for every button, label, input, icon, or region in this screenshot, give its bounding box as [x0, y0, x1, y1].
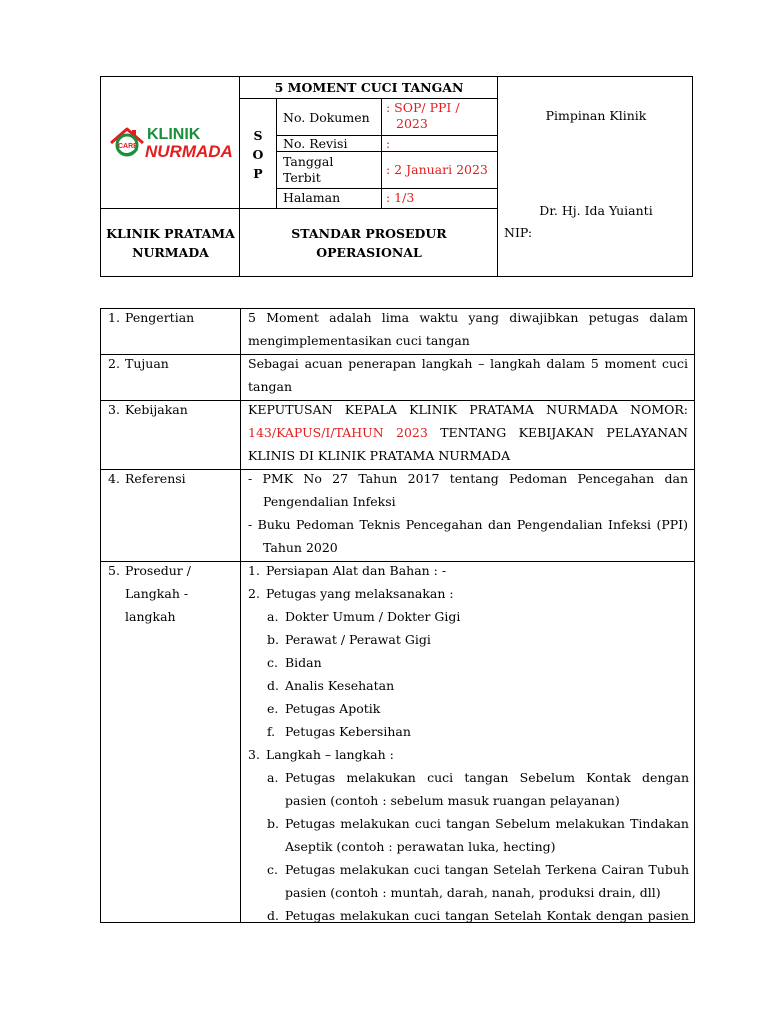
standard-title: STANDAR PROSEDUR OPERASIONAL — [291, 226, 447, 260]
staff-item: a. Dokter Umum / Dokter Gigi — [267, 609, 461, 624]
clinic-name: KLINIK PRATAMA NURMADA — [106, 226, 235, 260]
procedure-step: 1. Persiapan Alat dan Bahan : - — [248, 563, 447, 578]
svg-text:CARE: CARE — [118, 143, 138, 150]
meta-label-page: Halaman — [283, 190, 341, 205]
section-text-kebijakan: KEPUTUSAN KEPALA KLINIK PRATAMA NURMADA NOMOR: 143/KAPUS/I/TAHUN 2023 TENTANG KEBIJAKAN PELAYANAN KLINIS DI KLINIK PRATAMA NURMADA — [248, 402, 688, 463]
section-text-pengertian: 5 Moment adalah lima waktu yang diwajibkan petugas dalam mengimplementasikan cuci tangan — [248, 310, 688, 348]
moment-step: c. Petugas melakukan cuci tangan Setelah Terkena Cairan Tubuh pasien (contoh : muntah, darah, nanah, produksi drain, dll) — [267, 862, 689, 900]
document-header — [100, 76, 693, 277]
section-label-tujuan: 2. Tujuan — [108, 356, 169, 371]
leader-role: Pimpinan Klinik — [545, 108, 647, 123]
section-label-prosedur: 5. Prosedur / Langkah - langkah — [108, 563, 191, 624]
section-text-referensi: - PMK No 27 Tahun 2017 tentang Pedoman Pencegahan dan Pengendalian Infeksi - Buku Pedoman Teknis Pencegahan dan Pengendalian Infeksi (PPI) Tahun 2020 — [248, 467, 688, 559]
svg-text:KLINIK: KLINIK — [147, 126, 201, 143]
leader-nip: NIP: — [504, 225, 533, 240]
policy-number: 143/KAPUS/I/TAHUN 2023 — [248, 425, 428, 440]
leader-name: Dr. Hj. Ida Yuianti — [539, 203, 653, 218]
meta-label-issue-date: Tanggal Terbit — [283, 154, 334, 185]
moment-step: a. Petugas melakukan cuci tangan Sebelum Kontak dengan pasien (contoh : sebelum masuk ruangan pelayanan) — [267, 770, 689, 808]
meta-value-revision: : — [386, 136, 391, 151]
section-label-referensi: 4. Referensi — [108, 471, 186, 486]
meta-label-revision: No. Revisi — [283, 136, 348, 151]
procedure-step: 3. Langkah – langkah : — [248, 747, 394, 762]
meta-value-issue-date: : 2 Januari 2023 — [386, 162, 488, 177]
moment-step: d. Petugas melakukan cuci tangan Setelah Kontak dengan pasien — [267, 908, 689, 923]
staff-item: d. Analis Kesehatan — [267, 678, 395, 693]
sop-content-table — [100, 308, 695, 923]
section-label-kebijakan: 3. Kebijakan — [108, 402, 188, 417]
clinic-logo-icon — [107, 121, 235, 161]
staff-item: c. Bidan — [267, 655, 322, 670]
staff-item: e. Petugas Apotik — [267, 701, 381, 716]
svg-text:NURMADA: NURMADA — [145, 142, 233, 161]
meta-label-document-number: No. Dokumen — [283, 110, 370, 125]
section-text-tujuan: Sebagai acuan penerapan langkah – langkah dalam 5 moment cuci tangan — [248, 356, 688, 394]
document-title: 5 MOMENT CUCI TANGAN — [274, 80, 464, 95]
staff-item: b. Perawat / Perawat Gigi — [267, 632, 431, 647]
procedure-step: 2. Petugas yang melaksanakan : — [248, 586, 454, 601]
clinic-logo — [107, 121, 235, 161]
moment-step: b. Petugas melakukan cuci tangan Sebelum melakukan Tindakan Aseptik (contoh : perawatan luka, hecting) — [267, 816, 689, 854]
meta-value-page: : 1/3 — [386, 190, 415, 205]
meta-value-document-number: : SOP/ PPI / 2023 — [386, 100, 460, 131]
section-label-pengertian: 1. Pengertian — [108, 310, 195, 325]
reference-item: - PMK No 27 Tahun 2017 tentang Pedoman Pencegahan dan — [248, 471, 688, 486]
reference-item: - Buku Pedoman Teknis Pencegahan dan Pengendalian Infeksi (PPI) — [248, 517, 688, 532]
sop-vertical-label: S O P — [252, 127, 264, 181]
staff-item: f. Petugas Kebersihan — [267, 724, 411, 739]
